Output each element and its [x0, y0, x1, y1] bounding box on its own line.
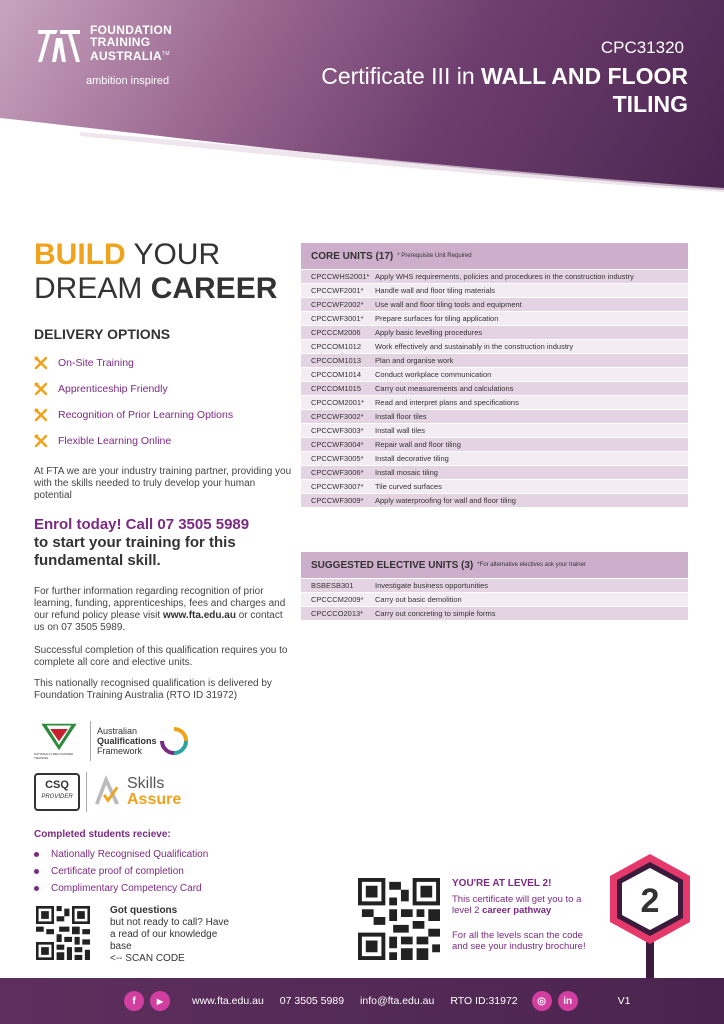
- provider-logos: [34, 772, 181, 812]
- unit-code: CPCCWF3001*: [311, 314, 364, 323]
- unit-row: [301, 451, 688, 465]
- unit-row: [301, 493, 688, 507]
- headline-dream: DREAM: [34, 272, 151, 305]
- aqf-line1: Australian: [97, 726, 138, 736]
- unit-code: CPCCWF3005*: [311, 454, 364, 463]
- level-scan-text: For all the levels scan the code and see your industry brochure!: [452, 930, 586, 952]
- footer-rto: RTO ID:31972: [450, 995, 518, 1007]
- elective-units-header: [301, 552, 688, 578]
- completed-item: [34, 846, 208, 863]
- unit-code: CPCCOM2001*: [311, 398, 364, 407]
- unit-row: [301, 339, 688, 353]
- core-units-header: [301, 243, 688, 269]
- youtube-icon[interactable]: ▶: [150, 991, 170, 1011]
- delivery-item-label: Recognition of Prior Learning Options: [58, 409, 234, 421]
- logo-line1: FOUNDATION: [90, 23, 173, 37]
- elective-units-table: [301, 552, 688, 620]
- unit-code: CPCCWF3004*: [311, 440, 364, 449]
- unit-description: Install mosaic tiling: [375, 468, 438, 477]
- unit-description: Read and interpret plans and specifications: [375, 398, 519, 407]
- level-number: 2: [640, 882, 660, 920]
- level-badge-icon: [606, 852, 694, 978]
- unit-description: Apply basic levelling procedures: [375, 328, 483, 337]
- core-units-title: CORE UNITS (17): [311, 250, 394, 262]
- logo-divider: [86, 772, 87, 812]
- unit-code: CPCCWF3007*: [311, 482, 364, 491]
- questions-text: [110, 905, 230, 965]
- intro-text: At FTA we are your industry training partner, providing you with the skills needed to truly develop your human potential: [34, 466, 292, 501]
- unit-code: CPCCWF3006*: [311, 468, 364, 477]
- completed-item-label: Certificate proof of completion: [51, 866, 184, 877]
- rto-text: This nationally recognised qualification is delivered by Foundation Training Australia (RTO ID 31972): [34, 678, 272, 701]
- unit-row: [301, 269, 688, 283]
- info-text: For further information regarding recognition of prior learning, funding, apprenticeships, fees and charges and our refund policy please visit: [34, 586, 286, 621]
- footer-email[interactable]: info@fta.edu.au: [360, 995, 435, 1007]
- unit-description: Install floor tiles: [375, 412, 427, 421]
- unit-row: [301, 325, 688, 339]
- unit-code: CPCCOM1012: [311, 342, 362, 351]
- facebook-icon[interactable]: f: [124, 991, 144, 1011]
- nrt-icon: [35, 722, 83, 752]
- aqf-logo: [97, 726, 157, 756]
- headline-your: YOUR: [125, 238, 221, 271]
- unit-description: Install wall tiles: [375, 426, 426, 435]
- unit-description: Work effectively and sustainably in the construction industry: [375, 342, 574, 351]
- info-contact: or contact us on 07 3505 5989.: [34, 610, 283, 633]
- info-paragraph: [34, 586, 294, 634]
- unit-row: [301, 311, 688, 325]
- delivery-item-label: Flexible Learning Online: [58, 435, 172, 447]
- elective-units-rows: [301, 578, 688, 620]
- unit-description: Conduct workplace communication: [375, 370, 492, 379]
- fta-logo: [36, 24, 172, 64]
- unit-code: CPCCCM2009*: [311, 595, 364, 604]
- unit-row: [301, 395, 688, 409]
- aqf-line2: Qualifications: [97, 736, 157, 746]
- unit-code: CPCCWHS2001*: [311, 272, 370, 281]
- elective-units-title: SUGGESTED ELECTIVE UNITS (3): [311, 559, 474, 571]
- skills-assure-icon: [93, 775, 121, 809]
- unit-description: Repair wall and floor tiling: [375, 440, 461, 449]
- unit-row: [301, 409, 688, 423]
- knowledge-base-qr-icon[interactable]: [36, 906, 90, 960]
- title-bold1: WALL AND FLOOR: [481, 63, 688, 89]
- aqf-line3: Framework: [97, 746, 143, 756]
- unit-row: [301, 353, 688, 367]
- delivery-item-label: Apprenticeship Friendly: [58, 383, 168, 395]
- unit-description: Carry out concreting to simple forms: [375, 609, 496, 618]
- accreditation-logos: [34, 718, 194, 764]
- level-heading: YOU'RE AT LEVEL 2!: [452, 878, 552, 889]
- pathway-qr-icon[interactable]: [358, 878, 440, 960]
- completed-list: [34, 846, 208, 897]
- completed-item: [34, 880, 208, 897]
- footer-phone[interactable]: 07 3505 5989: [279, 995, 345, 1007]
- completed-heading: Completed students recieve:: [34, 829, 171, 840]
- delivery-item: [34, 428, 233, 454]
- aqf-icon: [159, 726, 189, 756]
- unit-description: Tile curved surfaces: [375, 482, 442, 491]
- csq-sub: PROVIDER: [41, 794, 73, 800]
- level-text: [452, 894, 592, 916]
- bullet-icon: [34, 886, 39, 891]
- unit-description: Carry out measurements and calculations: [375, 384, 514, 393]
- logo-line2: TRAINING: [90, 35, 151, 49]
- unit-description: Investigate business opportunities: [375, 581, 488, 590]
- tools-icon: [34, 356, 48, 370]
- unit-code: CPCCOM1014: [311, 370, 362, 379]
- unit-code: CPCCWF3002*: [311, 412, 364, 421]
- delivery-item-label: On-Site Training: [58, 357, 134, 369]
- unit-description: Install decorative tiling: [375, 454, 449, 463]
- logo-tm: TM: [162, 51, 170, 57]
- unit-description: Carry out basic demolition: [375, 595, 462, 604]
- footer-bar: [0, 978, 724, 1024]
- delivery-heading: DELIVERY OPTIONS: [34, 326, 171, 342]
- unit-code: CPCCWF3003*: [311, 426, 364, 435]
- core-units-note: * Prerequisite Unit Required: [397, 253, 472, 259]
- tools-icon: [34, 408, 48, 422]
- title-bold2: TILING: [612, 91, 688, 117]
- header-banner: [0, 0, 724, 200]
- unit-description: Apply WHS requirements, policies and procedures in the construction industry: [375, 272, 634, 281]
- skills-text: Skills: [127, 775, 165, 792]
- enrol-line2: to start your training for this fundamental skill.: [34, 534, 236, 569]
- unit-code: CPCCOM1015: [311, 384, 362, 393]
- unit-description: Plan and organise work: [375, 356, 454, 365]
- enrol-callout: [34, 516, 294, 570]
- unit-row: [301, 297, 688, 311]
- core-units-rows: [301, 269, 688, 507]
- unit-row: [301, 592, 688, 606]
- scan-code-label: <-- SCAN CODE: [110, 953, 185, 964]
- tools-icon: [34, 382, 48, 396]
- unit-row: [301, 381, 688, 395]
- course-title: [248, 62, 688, 118]
- nrt-text: NATIONALLY RECOGNISED TRAINING: [34, 752, 74, 760]
- course-code: CPC31320: [600, 38, 684, 57]
- unit-code: CPCCWF3009*: [311, 496, 364, 505]
- level-text-b: career pathway: [482, 905, 552, 916]
- unit-row: [301, 465, 688, 479]
- unit-code: CPCCOM1013: [311, 356, 362, 365]
- tools-icon: [34, 434, 48, 448]
- unit-description: Prepare surfaces for tiling application: [375, 314, 499, 323]
- unit-description: Use wall and floor tiling tools and equipment: [375, 300, 522, 309]
- unit-row: [301, 423, 688, 437]
- unit-row: [301, 578, 688, 592]
- linkedin-icon[interactable]: in: [558, 991, 578, 1011]
- footer-version: V1: [617, 995, 631, 1007]
- delivery-list: [34, 350, 233, 454]
- csq-text: CSQ: [45, 779, 69, 791]
- bullet-icon: [34, 852, 39, 857]
- skills-assure-logo: [127, 776, 181, 808]
- instagram-icon[interactable]: ◎: [532, 991, 552, 1011]
- unit-row: [301, 367, 688, 381]
- unit-row: [301, 606, 688, 620]
- fta-logo-icon: [36, 24, 82, 64]
- core-units-table: [301, 243, 688, 507]
- completed-item-label: Nationally Recognised Qualification: [51, 849, 209, 860]
- questions-body: but not ready to call? Have a read of our knowledge base: [110, 917, 229, 952]
- unit-code: CPCCCM2006: [311, 328, 361, 337]
- title-prefix: Certificate III in: [321, 63, 482, 89]
- bullet-icon: [34, 869, 39, 874]
- delivery-item: [34, 402, 233, 428]
- logo-line3: AUSTRALIA: [90, 49, 163, 63]
- delivery-item: [34, 376, 233, 402]
- enrol-line1[interactable]: Enrol today! Call 07 3505 5989: [34, 516, 250, 533]
- level-text-a: This certificate will get you to a level 2: [452, 894, 582, 916]
- logo-wordmark: [90, 24, 172, 62]
- nrt-logo: [34, 722, 84, 760]
- questions-title: Got questions: [110, 905, 178, 916]
- csq-logo: [34, 773, 80, 811]
- unit-code: CPCCWF2001*: [311, 286, 364, 295]
- logo-divider: [90, 721, 91, 761]
- unit-code: BSBESB301: [311, 581, 354, 590]
- footer-website[interactable]: www.fta.edu.au: [192, 995, 264, 1007]
- headline-career: CAREER: [150, 272, 278, 305]
- completed-item-label: Complimentary Competency Card: [51, 883, 202, 894]
- completed-item: [34, 863, 208, 880]
- unit-description: Handle wall and floor tiling materials: [375, 286, 496, 295]
- unit-description: Apply waterproofing for wall and floor tiling: [375, 496, 516, 505]
- completion-text: Successful completion of this qualification requires you to complete all core and elective units.: [34, 645, 288, 668]
- website-link[interactable]: www.fta.edu.au: [162, 610, 236, 621]
- tagline: ambition inspired: [86, 75, 170, 87]
- delivery-item: [34, 350, 233, 376]
- unit-code: CPCCWF2002*: [311, 300, 364, 309]
- unit-row: [301, 437, 688, 451]
- unit-row: [301, 283, 688, 297]
- headline-build: BUILD: [34, 238, 126, 271]
- elective-units-note: *For alternative electives ask your trainer: [477, 562, 586, 568]
- unit-row: [301, 479, 688, 493]
- assure-text: Assure: [127, 791, 182, 808]
- unit-code: CPCCCO2013*: [311, 609, 364, 618]
- headline: [34, 238, 277, 306]
